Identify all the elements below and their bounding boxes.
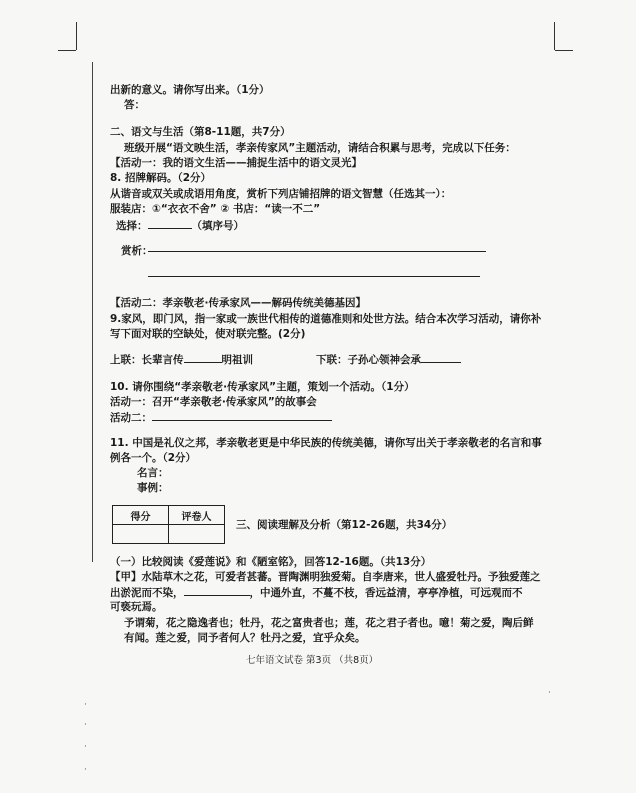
q8-analysis-line-2[interactable] (148, 276, 480, 277)
score-header: 得分 (113, 506, 169, 525)
q9-lower-blank[interactable] (421, 351, 461, 363)
passage-jia-line4: 予谓菊，花之隐逸者也；牡丹，花之富贵者也；莲，花之君子者也。噫！菊之爱，陶后鲜 (124, 617, 534, 629)
crop-mark-top-left-h (58, 50, 76, 51)
passage-jia-line2 (110, 584, 523, 600)
page-footer: 七年语文试卷 第3页 （共8页） (246, 655, 379, 666)
crop-mark-top-right-h (555, 50, 573, 51)
q9-upper-blank[interactable] (184, 351, 222, 363)
passage-jia-line5: 有闻。莲之爱，同予者何人？牡丹之爱，宜乎众矣。 (124, 632, 366, 644)
section2-heading: 二、语文与生活（第8-11题，共7分） (110, 126, 291, 138)
passage-blank[interactable] (184, 584, 250, 596)
passage-jia-line1: 【甲】水陆草木之花，可爱者甚蕃。晋陶渊明独爱菊。自李唐来，世人盛爱牡丹。予独爱莲之 (110, 571, 541, 583)
score-cell[interactable] (113, 525, 169, 544)
q8-choose-label: 选择： (116, 220, 148, 232)
activity2-title: 【活动二：孝亲敬老·传承家风——解码传统美德基因】 (110, 297, 366, 309)
grader-header: 评卷人 (169, 506, 225, 525)
q9-upper-couplet (110, 351, 253, 367)
q10-activity2-blank[interactable] (152, 409, 332, 421)
q11-example-label: 事例： (137, 482, 169, 494)
score-table (112, 505, 225, 544)
scan-speck: · (84, 720, 87, 730)
q9-line2: 写下面对联的空缺处，使对联完整。(2分) (110, 328, 306, 340)
q11-line2: 例各一个。（2分） (110, 452, 197, 464)
q9-lower: 下联：子孙心领神会承 (316, 354, 421, 366)
passage-jia-line3: 可亵玩焉。 (110, 601, 163, 613)
q8-analysis-line-1[interactable] (148, 251, 486, 252)
q8-choose-row (116, 217, 244, 233)
q9-upper-b: 明祖训 (221, 354, 253, 366)
q11-quote-label: 名言： (137, 467, 169, 479)
q9-upper-a: 上联：长辈言传 (110, 354, 184, 366)
crop-mark-top-left-v (76, 22, 77, 50)
passage-jia-line2b: ，中通外直，不蔓不枝，香远益清，亭亭净植，可远观而不 (249, 587, 523, 599)
section3-heading: 三、阅读理解及分析（第12-26题，共34分） (236, 519, 453, 531)
scan-speck: · (84, 742, 87, 752)
q8-title: 8. 招牌解码。（2分） (110, 172, 212, 184)
q8-analysis-label: 赏析： (121, 245, 153, 257)
q10-activity2-label: 活动二： (110, 412, 152, 424)
binding-margin-line (92, 62, 93, 562)
q9-line1: 9.家风，即门风，指一家或一族世代相传的道德准则和处世方法。结合本次学习活动，请你补 (110, 313, 542, 325)
scan-speck: · (84, 765, 87, 775)
q9-lower-couplet (316, 351, 461, 367)
q8-options: 服装店：①“衣衣不舍” ② 书店：“读一不二” (110, 203, 321, 215)
section2-intro: 班级开展“语文映生活，孝亲传家风”主题活动，请结合积累与思考，完成以下任务： (124, 142, 516, 154)
crop-mark-top-right-v (554, 22, 555, 50)
q11-line1: 11. 中国是礼仪之邦，孝亲敬老更是中华民族的传统美德，请你写出关于孝亲敬老的名言和事 (110, 437, 542, 449)
reading-part1-title: （一）比较阅读《爱莲说》和《陋室铭》，回答12-16题。（共13分） (110, 556, 432, 568)
activity1-title: 【活动一：我的语文生活——捕捉生活中的语文灵光】 (110, 157, 362, 169)
q8-choose-suffix: （填序号） (191, 220, 244, 232)
scan-speck: · (548, 688, 551, 698)
q8-text: 从谐音或双关或成语用角度，赏析下列店铺招牌的语文智慧（任选其一）： (110, 188, 452, 200)
answer-label: 答： (124, 99, 145, 111)
q10-title: 10. 请你围绕“孝亲敬老·传承家风”主题，策划一个活动。（1分） (110, 381, 415, 393)
q8-choose-blank[interactable] (148, 217, 192, 229)
q10-activity1: 活动一：召开“孝亲敬老·传承家风”的故事会 (110, 396, 317, 408)
q10-activity2-row (110, 409, 332, 425)
continued-question-line: 出新的意义。请你写出来。（1分） (110, 84, 270, 96)
scan-speck: · (84, 700, 87, 710)
passage-jia-line2a: 出淤泥而不染， (110, 587, 184, 599)
grader-cell[interactable] (169, 525, 225, 544)
